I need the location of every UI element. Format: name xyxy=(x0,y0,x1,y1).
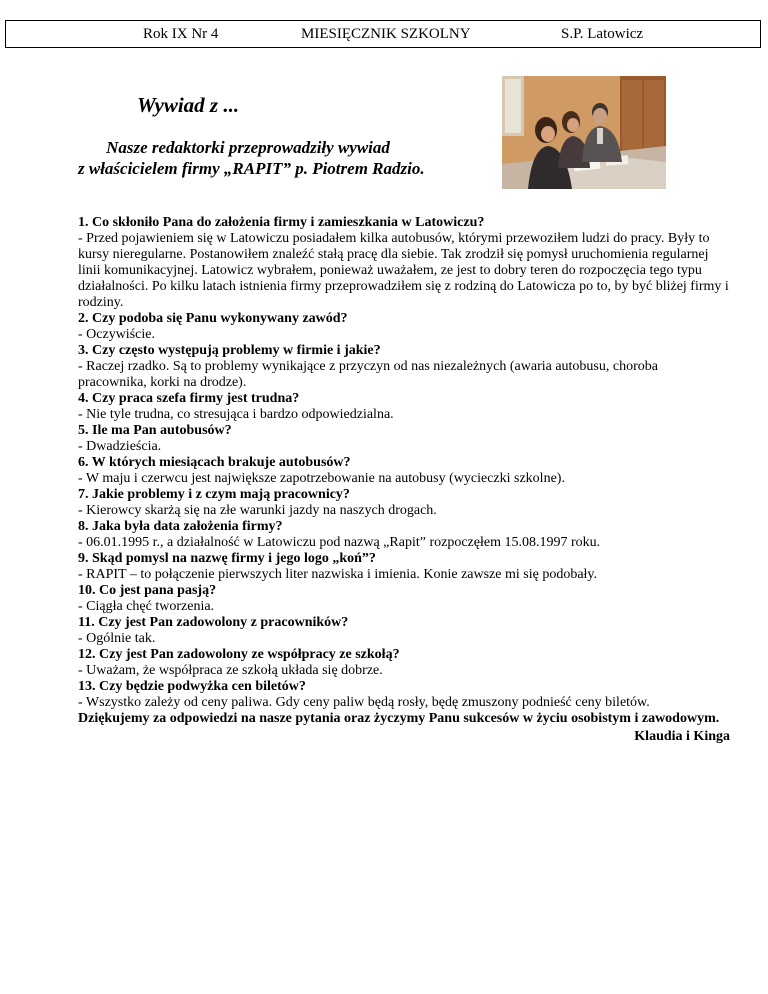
qa-item xyxy=(78,583,730,615)
question: 1. Co skłoniło Pana do założenia firmy i zamieszkania w Latowiczu? xyxy=(78,215,485,230)
answer: - Raczej rzadko. Są to problemy wynikające z przyczyn od nas niezależnych (awaria autobusu, choroba pracownika, korki na drodze). xyxy=(78,359,658,390)
lead-line: z właścicielem firmy „RAPIT” p. Piotrem Radzio. xyxy=(78,159,425,178)
qa-item xyxy=(78,519,730,551)
interview-body xyxy=(78,215,730,745)
qa-item xyxy=(78,343,730,391)
question: 9. Skąd pomysl na nazwę firmy i jego logo „koń”? xyxy=(78,551,376,566)
newspaper-header xyxy=(5,20,761,48)
answer: - Oczywiście. xyxy=(78,327,155,342)
question: 7. Jakie problemy i z czym mają pracownicy? xyxy=(78,487,350,502)
qa-item xyxy=(78,391,730,423)
newspaper-name: MIESIĘCZNIK SZKOLNY xyxy=(301,26,471,42)
lead-line: Nasze redaktorki przeprowadziły wywiad xyxy=(106,138,390,157)
answer: - RAPIT – to połączenie pierwszych liter nazwiska i imienia. Konie zawsze mi się podobały. xyxy=(78,567,598,582)
question: 5. Ile ma Pan autobusów? xyxy=(78,423,232,438)
qa-item xyxy=(78,679,730,711)
answer: - Wszystko zależy od ceny paliwa. Gdy ceny paliw będą rosły, będę zmuszony podnieść ceny biletów. xyxy=(78,695,650,710)
question: 4. Czy praca szefa firmy jest trudna? xyxy=(78,391,300,406)
question: 11. Czy jest Pan zadowolony z pracowników? xyxy=(78,615,349,630)
question: 2. Czy podoba się Panu wykonywany zawód? xyxy=(78,311,348,326)
answer: - Kierowcy skarżą się na złe warunki jazdy na naszych drogach. xyxy=(78,503,437,518)
answer: - W maju i czerwcu jest największe zapotrzebowanie na autobusy (wycieczki szkolne). xyxy=(78,471,565,486)
signature: Klaudia i Kinga xyxy=(634,729,730,744)
answer: - Nie tyle trudna, co stresująca i bardzo odpowiedzialna. xyxy=(78,407,394,422)
qa-item xyxy=(78,423,730,455)
question: 13. Czy będzie podwyżka cen biletów? xyxy=(78,679,306,694)
article-title: Wywiad z ... xyxy=(137,93,240,117)
interview-photo xyxy=(502,76,666,189)
question: 10. Co jest pana pasją? xyxy=(78,583,217,598)
answer: - Uważam, że współpraca ze szkołą układa się dobrze. xyxy=(78,663,383,678)
answer: - Dwadzieścia. xyxy=(78,439,162,454)
qa-item xyxy=(78,551,730,583)
qa-item xyxy=(78,615,730,647)
issue-number: Rok IX Nr 4 xyxy=(143,26,219,42)
qa-item xyxy=(78,647,730,679)
question: 12. Czy jest Pan zadowolony ze współpracy ze szkołą? xyxy=(78,647,400,662)
answer: - 06.01.1995 r., a działalność w Latowiczu pod nazwą „Rapit” rozpoczęłem 15.08.1997 roku. xyxy=(78,535,601,550)
qa-item xyxy=(78,311,730,343)
question: 8. Jaka była data założenia firmy? xyxy=(78,519,283,534)
answer: - Ciągła chęć tworzenia. xyxy=(78,599,215,614)
answer: - Ogólnie tak. xyxy=(78,631,156,646)
qa-item xyxy=(78,215,730,311)
qa-item xyxy=(78,487,730,519)
school-name: S.P. Latowicz xyxy=(561,26,644,42)
article-lead xyxy=(78,137,425,179)
answer: - Przed pojawieniem się w Latowiczu posiadałem kilka autobusów, którymi przewoziłem ludzi do pracy. Były to kursy nieregularne. Postanowiłem znaleźć stałą pracę dla siebie. Tak zrodził się pomysł uruchomienia regularnej linii komunikacyjnej. Latowicz wybrałem, ponieważ uważałem, ze jest to dobry teren do rozpoczęcia tego typu działalności. Po kilku latach istnienia firmy przeprowadziłem się z rodziną do Latowicza po to, by być bliżej firmy i rodziny. xyxy=(78,231,729,310)
question: 6. W których miesiącach brakuje autobusów? xyxy=(78,455,351,470)
question: 3. Czy często występują problemy w firmie i jakie? xyxy=(78,343,381,358)
closing-text: Dziękujemy za odpowiedzi na nasze pytania oraz życzymy Panu sukcesów w życiu osobistym i zawodowym. xyxy=(78,711,720,726)
qa-item xyxy=(78,455,730,487)
